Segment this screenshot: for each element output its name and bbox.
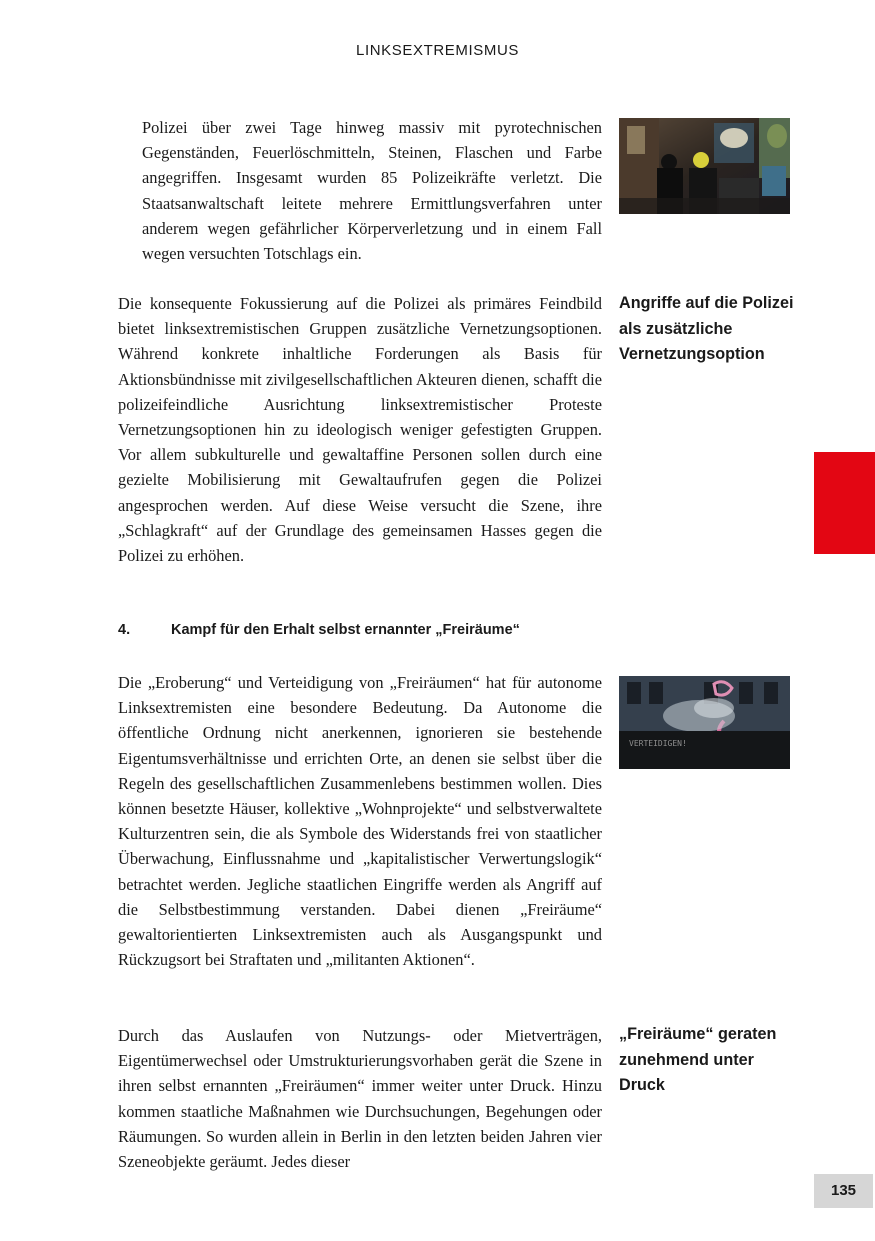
- section-number: 4.: [118, 622, 131, 638]
- squat-building-photo: [619, 676, 790, 769]
- riot-photo-graphic: [619, 118, 790, 214]
- squat-building-graphic: [619, 676, 790, 769]
- margin-note-police: Angriffe auf die Polizei als zusätzliche Vernetzungsoption: [619, 294, 794, 363]
- paragraph-police-focus: Die konsequente Fokussierung auf die Polizei als primäres Feindbild bietet linksextremistischen Gruppen zusätzliche Vernetzungsoptionen. Während konkrete inhaltliche Forderungen als Basis für Aktionsbündnisse mit zivilgesellschaftlichen Akteuren dienen, schafft die polizeifeindliche Ausrichtung linksextremistischer Proteste Vernetzungsoptionen hin zu ideologisch weniger gefestigten Gruppen. Vor allem subkulturelle und gewaltaffine Personen sollen durch eine gezielte Mobilisierung mit Gewaltaufrufen gegen die Polizei angesprochen werden. Auf diese Weise versucht die Szene, ihre „Schlagkraft“ auf der Grundlage des gemeinsamen Hasses gegen die Polizei zu erhöhen.: [118, 294, 602, 566]
- page-number: 135: [814, 1174, 873, 1208]
- chapter-tab: [814, 452, 875, 554]
- riot-photo: [619, 118, 790, 214]
- section-heading: [118, 622, 520, 638]
- paragraph-pressure: Durch das Auslaufen von Nutzungs- oder Mietverträgen, Eigentümerwechsel oder Umstrukturierungsvorhaben gerät die Szene in ihren selbst ernannten „Freiräumen“ immer weiter unter Druck. Hinzu kommen staatliche Maßnahmen wie Durchsuchungen, Begehungen oder Räumungen. So wurden allein in Berlin in den letzten beiden Jahren vier Szeneobjekte geräumt. Jedes dieser: [118, 1026, 602, 1172]
- margin-note-freiraeume: „Freiräume“ geraten zunehmend unter Druck: [619, 1025, 777, 1094]
- section-title: Kampf für den Erhalt selbst ernannter „Freiräume“: [171, 622, 520, 638]
- quote-paragraph: Polizei über zwei Tage hinweg massiv mit pyrotechnischen Gegenständen, Feuerlöschmitteln, Steinen, Flaschen und Farbe angegriffen. Insgesamt wurden 85 Polizeikräfte verletzt. Die Staatsanwaltschaft leitete mehrere Ermittlungsverfahren unter anderem wegen gefährlicher Körperverletzung und in einem Fall wegen versuchten Totschlags ein.: [142, 118, 602, 264]
- paragraph-freiraeume: Die „Eroberung“ und Verteidigung von „Freiräumen“ hat für autonome Linksextremisten eine besondere Bedeutung. Da Autonome die öffentliche Ordnung nicht anerkennen, ignorieren sie bestehende Eigentumsverhältnisse und errichten Orte, an denen sie selbst über die Regeln des gesellschaftlichen Zusammenlebens bestimmen wollen. Dies können besetzte Häuser, kollektive „Wohnprojekte“ und selbstverwaltete Kulturzentren sein, die als Symbole des Widerstands frei von staatlicher Überwachung, Einflussnahme und „kapitalistischer Verwertungslogik“ betrachtet werden. Jegliche staatlichen Eingriffe werden als Angriff auf die Selbstbestimmung verstanden. Dabei dienen „Freiräume“ gewaltorientierten Linksextremisten auch als Ausgangspunkt und Rückzugsort bei Straftaten und „militanten Aktionen“.: [118, 673, 602, 970]
- running-header: LINKSEXTREMISMUS: [356, 42, 519, 59]
- banner-text: VERTEIDIGEN!: [629, 739, 687, 748]
